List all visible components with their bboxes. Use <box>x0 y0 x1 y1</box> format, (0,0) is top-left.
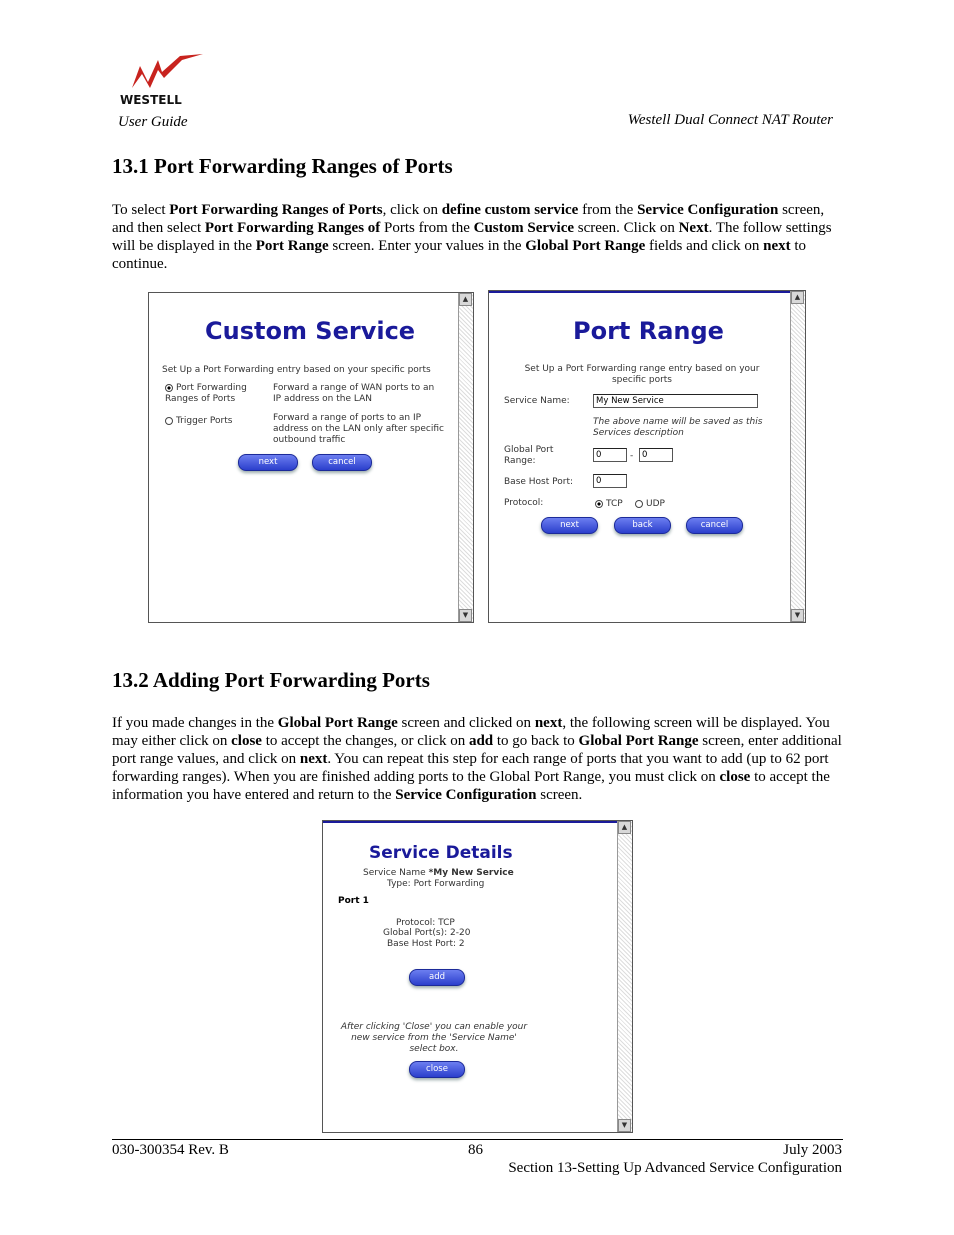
global-ports-value: Global Port(s): 2-20 <box>383 928 471 938</box>
global-port-range-label: Global Port Range: <box>504 445 554 466</box>
option2-description: Forward a range of ports to an IP address on the LAN only after specific outbound traffic <box>273 413 444 445</box>
text-run: , the following screen will be displayed. You may either click on <box>112 715 830 749</box>
scroll-down-icon[interactable]: ▼ <box>791 609 804 622</box>
text-run: If you made changes in the <box>112 715 278 731</box>
bold-term: Port Forwarding Ranges of Ports <box>169 202 383 218</box>
bold-term: Service Configuration <box>395 787 537 803</box>
protocol-udp-option[interactable]: UDP <box>635 499 665 510</box>
scroll-up-icon[interactable]: ▲ <box>618 821 631 834</box>
radio-unselected-icon[interactable] <box>165 417 173 425</box>
global-port-to-input[interactable]: 0 <box>639 448 673 462</box>
westell-logo <box>118 52 208 108</box>
text-run: screen. Enter your values in the <box>328 238 526 254</box>
section-13-2-paragraph <box>112 714 842 804</box>
bold-term: Port Range <box>255 238 329 254</box>
close-button[interactable]: close <box>409 1061 465 1078</box>
service-name-note: The above name will be saved as this Services description <box>593 417 763 438</box>
text-run: . You can repeat this step for each range of ports that you want to add (up to 62 port forwarding ranges). When you are finished adding ports to the Global Port Range, you must click on <box>112 751 829 785</box>
radio-unselected-icon[interactable] <box>635 500 643 508</box>
next-button[interactable]: next <box>541 517 598 534</box>
option-trigger-ports[interactable]: Trigger Ports <box>165 416 265 427</box>
bold-term: next <box>763 238 791 254</box>
bold-term: Service Configuration <box>637 202 779 218</box>
svg-text:WESTELL: WESTELL <box>120 93 182 107</box>
custom-service-screenshot <box>148 292 474 623</box>
bold-term: next <box>299 751 328 767</box>
bold-term: add <box>468 733 494 749</box>
window-top-border <box>489 291 791 293</box>
protocol-label: Protocol: <box>504 498 544 508</box>
section-heading-13-1: 13.1 Port Forwarding Ranges of Ports <box>112 154 453 178</box>
scroll-down-icon[interactable]: ▼ <box>618 1119 631 1132</box>
section-13-1-paragraph <box>112 201 842 273</box>
bold-term: Port Forwarding Ranges of <box>204 220 381 236</box>
text-run: screen. <box>536 787 583 803</box>
custom-service-intro: Set Up a Port Forwarding entry based on your specific ports <box>162 365 431 375</box>
text-run: To select <box>112 202 170 218</box>
back-button[interactable]: back <box>614 517 671 534</box>
service-name-row <box>363 868 514 879</box>
protocol-value: Protocol: TCP <box>396 918 455 928</box>
text-run: screen and clicked on <box>397 715 535 731</box>
base-host-port-label: Base Host Port: <box>504 477 574 487</box>
footer-rule <box>112 1139 843 1140</box>
bold-term: Global Port Range <box>277 715 398 731</box>
text-run: screen, and then select <box>112 202 825 236</box>
section-heading-13-2: 13.2 Adding Port Forwarding Ports <box>112 668 430 692</box>
text-run: to accept the information you have entered and return to the <box>112 769 830 803</box>
footer-date: July 2003 <box>783 1142 842 1158</box>
text-run: to accept the changes, or click on <box>261 733 469 749</box>
bold-term: Custom Service <box>473 220 575 236</box>
next-button[interactable]: next <box>238 454 298 471</box>
scrollbar[interactable] <box>617 821 632 1132</box>
text-run: from the <box>578 202 638 218</box>
range-dash: - <box>630 451 634 461</box>
bold-term: close <box>719 769 751 785</box>
scroll-up-icon[interactable]: ▲ <box>791 291 804 304</box>
text-run: to continue. <box>112 238 807 272</box>
option-port-forwarding-ranges[interactable]: Port Forwarding Ranges of Ports <box>165 383 247 404</box>
window-top-border <box>323 821 618 823</box>
service-details-title: Service Details <box>369 843 513 863</box>
bold-term: close <box>231 733 262 749</box>
scrollbar[interactable] <box>458 293 473 622</box>
service-name-label: Service Name: <box>504 396 570 406</box>
bold-term: define custom service <box>441 202 579 218</box>
text-run: screen. Click on <box>574 220 679 236</box>
text-run: fields and click on <box>645 238 764 254</box>
base-host-port-input[interactable]: 0 <box>593 474 627 488</box>
scrollbar[interactable] <box>790 291 805 622</box>
port-range-screenshot <box>488 290 806 623</box>
service-details-screenshot <box>322 820 633 1133</box>
header-product-name: Westell Dual Connect NAT Router <box>627 112 833 128</box>
bold-term: Global Port Range <box>525 238 646 254</box>
text-run: to go back to <box>493 733 579 749</box>
scroll-down-icon[interactable]: ▼ <box>459 609 472 622</box>
text-run: , click on <box>382 202 442 218</box>
service-type: Type: Port Forwarding <box>387 879 485 889</box>
footer-page-number: 86 <box>468 1142 483 1158</box>
service-name-value: *My New Service <box>428 868 514 878</box>
text-run: . The follow settings will be displayed in the <box>112 220 832 254</box>
radio-selected-icon[interactable] <box>165 384 173 392</box>
port-range-title: Port Range <box>573 317 724 345</box>
header-user-guide: User Guide <box>118 114 188 130</box>
cancel-button[interactable]: cancel <box>312 454 372 471</box>
bold-term: Next <box>678 220 709 236</box>
protocol-tcp-option[interactable]: TCP <box>595 499 623 510</box>
text-run: Ports from the <box>380 220 474 236</box>
bold-term: next <box>534 715 563 731</box>
add-button[interactable]: add <box>409 969 465 986</box>
service-name-label: Service Name <box>363 868 426 878</box>
port-heading: Port 1 <box>338 896 369 906</box>
close-note: After clicking 'Close' you can enable your new service from the 'Service Name' select box. <box>340 1022 528 1054</box>
port-range-intro: Set Up a Port Forwarding range entry based on your specific ports <box>524 364 760 385</box>
radio-selected-icon[interactable] <box>595 500 603 508</box>
base-host-port-value: Base Host Port: 2 <box>387 939 465 949</box>
option1-description: Forward a range of WAN ports to an IP address on the LAN <box>273 383 435 404</box>
scroll-up-icon[interactable]: ▲ <box>459 293 472 306</box>
footer-doc-number: 030-300354 Rev. B <box>112 1142 229 1158</box>
cancel-button[interactable]: cancel <box>686 517 743 534</box>
global-port-from-input[interactable]: 0 <box>593 448 627 462</box>
custom-service-title: Custom Service <box>205 317 416 345</box>
bold-term: Global Port Range <box>578 733 699 749</box>
footer-section: Section 13-Setting Up Advanced Service Configuration <box>508 1160 842 1176</box>
text-run: screen, enter additional port range values, and click on <box>112 733 842 767</box>
service-name-input[interactable]: My New Service <box>593 394 758 408</box>
